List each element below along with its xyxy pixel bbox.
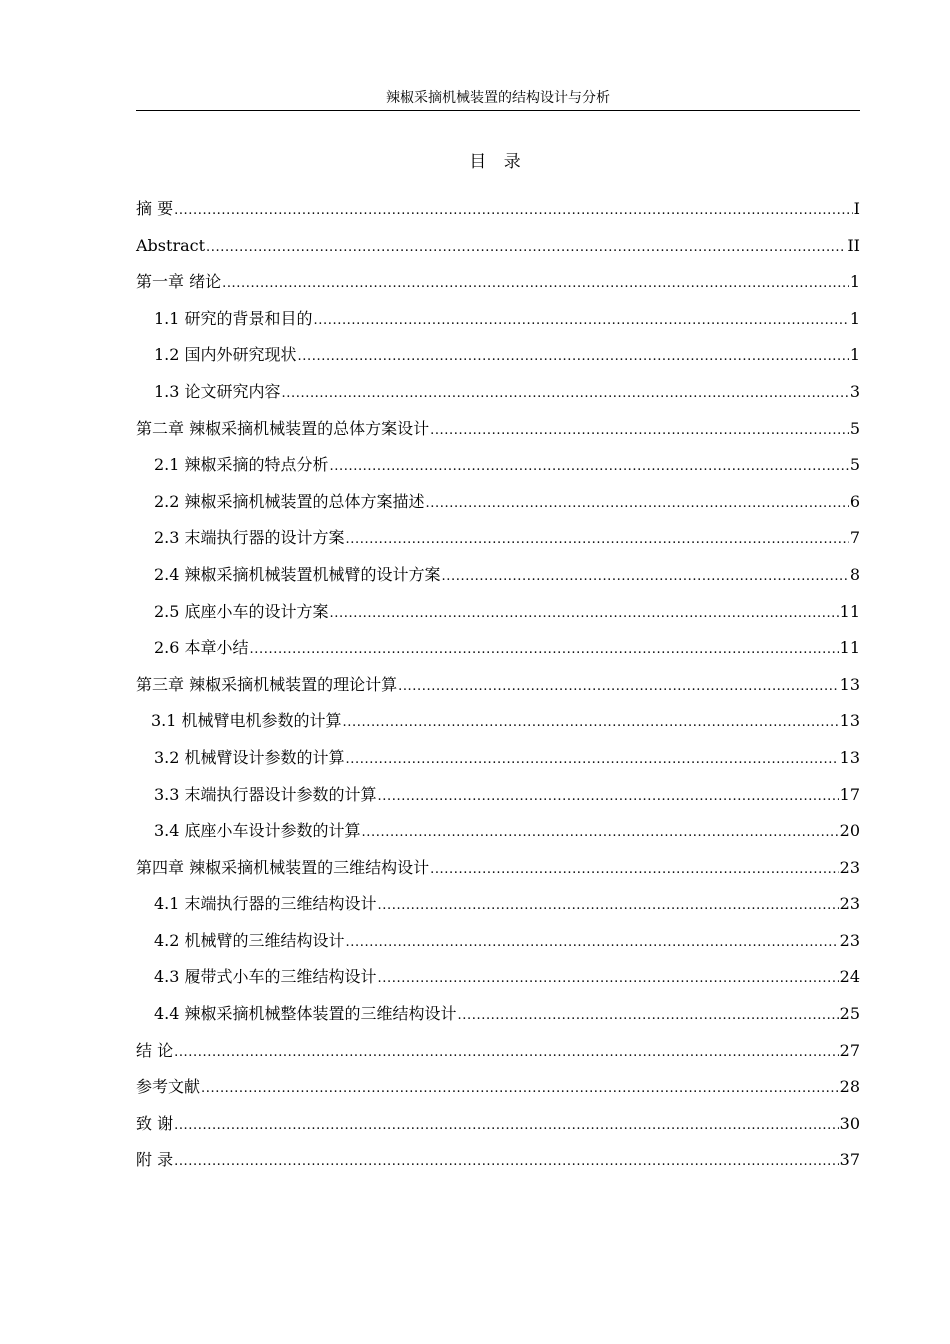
toc-entry[interactable] — [136, 630, 860, 667]
toc-entry[interactable] — [136, 1106, 860, 1143]
toc-entry-page-number: II — [847, 235, 860, 255]
toc-entry-label: 4.2 机械臂的三维结构设计 — [154, 930, 345, 950]
toc-dot-leader — [201, 1069, 839, 1108]
toc-dot-leader — [282, 374, 849, 413]
toc-entry-page-number: 13 — [839, 674, 860, 694]
toc-entry[interactable] — [136, 777, 860, 814]
toc-entry-label: 4.1 末端执行器的三维结构设计 — [154, 894, 377, 914]
toc-dot-leader — [378, 959, 839, 998]
toc-entry[interactable] — [136, 337, 860, 374]
toc-entry-page-number: 6 — [849, 491, 860, 511]
toc-entry-label: 2.1 辣椒采摘的特点分析 — [154, 455, 329, 475]
toc-dot-leader — [174, 1142, 839, 1181]
toc-dot-leader — [346, 740, 839, 779]
toc-entry-label: 3.4 底座小车设计参数的计算 — [154, 821, 361, 841]
toc-entry[interactable] — [136, 191, 860, 228]
toc-dot-leader — [378, 886, 839, 925]
toc-entry-page-number: 11 — [839, 601, 860, 621]
toc-entry-label: 附 录 — [136, 1150, 174, 1170]
toc-entry-page-number: 27 — [839, 1040, 860, 1060]
toc-entry-page-number: 37 — [839, 1150, 860, 1170]
toc-entry-label: 2.3 末端执行器的设计方案 — [154, 528, 345, 548]
toc-entry-label: 2.4 辣椒采摘机械装置机械臂的设计方案 — [154, 564, 441, 584]
toc-entry-page-number: 7 — [849, 528, 860, 548]
toc-title: 目 录 — [469, 152, 527, 172]
toc-dot-leader — [430, 411, 849, 450]
toc-entry[interactable] — [136, 740, 860, 777]
toc-dot-leader — [298, 337, 849, 376]
toc-entry[interactable] — [136, 813, 860, 850]
toc-entry-label: 致 谢 — [136, 1113, 174, 1133]
toc-dot-leader — [346, 520, 849, 559]
toc-entry-label: 1.2 国内外研究现状 — [154, 345, 297, 365]
toc-entry[interactable] — [136, 228, 860, 265]
toc-dot-leader — [378, 777, 839, 816]
toc-entry-page-number: 1 — [849, 308, 860, 328]
toc-entry-page-number: 8 — [849, 564, 860, 584]
running-header: 辣椒采摘机械装置的结构设计与分析 — [386, 90, 610, 106]
toc-entry[interactable] — [136, 923, 860, 960]
toc-entry[interactable] — [136, 557, 860, 594]
toc-dot-leader — [398, 667, 839, 706]
toc-entry-page-number: 13 — [839, 747, 860, 767]
toc-entry-label: 3.3 末端执行器设计参数的计算 — [154, 784, 377, 804]
toc-entry-page-number: 3 — [849, 381, 860, 401]
toc-entry-label: 第四章 辣椒采摘机械装置的三维结构设计 — [136, 857, 430, 877]
toc-dot-leader — [314, 301, 849, 340]
toc-entry-page-number: 20 — [839, 821, 860, 841]
toc-entry[interactable] — [136, 594, 860, 631]
toc-entry-label: 第二章 辣椒采摘机械装置的总体方案设计 — [136, 418, 430, 438]
toc-entry[interactable] — [136, 1069, 860, 1106]
toc-entry-label: 第一章 绪论 — [136, 272, 222, 292]
toc-entry[interactable] — [136, 264, 860, 301]
toc-dot-leader — [330, 594, 839, 633]
toc-entry[interactable] — [136, 484, 860, 521]
toc-entry[interactable] — [136, 886, 860, 923]
toc-entry-page-number: 13 — [839, 711, 860, 731]
toc-entry-label: 1.3 论文研究内容 — [154, 381, 281, 401]
toc-entry[interactable] — [136, 1033, 860, 1070]
toc-entry-page-number: I — [853, 199, 860, 218]
toc-entry-page-number: 11 — [839, 638, 860, 658]
toc-entry-page-number: 23 — [839, 930, 860, 950]
toc-entry-page-number: 1 — [849, 345, 860, 365]
toc-entry-label: 4.3 履带式小车的三维结构设计 — [154, 967, 377, 987]
header-rule — [136, 110, 860, 111]
toc-entry[interactable] — [136, 374, 860, 411]
toc-entry-label: 4.4 辣椒采摘机械整体装置的三维结构设计 — [154, 1004, 457, 1024]
toc-entry-label: 2.6 本章小结 — [154, 638, 249, 658]
toc-entry-label: 摘 要 — [136, 199, 174, 218]
toc-dot-leader — [442, 557, 849, 596]
toc-entry[interactable] — [136, 703, 860, 740]
toc-dot-leader — [343, 703, 839, 742]
toc-entry-label: 3.2 机械臂设计参数的计算 — [154, 747, 345, 767]
toc-entry-label: 2.2 辣椒采摘机械装置的总体方案描述 — [154, 491, 425, 511]
toc-entry[interactable] — [136, 959, 860, 996]
toc-entry[interactable] — [136, 667, 860, 704]
toc-dot-leader — [174, 1106, 839, 1145]
toc-entry-label: 2.5 底座小车的设计方案 — [154, 601, 329, 621]
toc-entry-label: 第三章 辣椒采摘机械装置的理论计算 — [136, 674, 398, 694]
toc-dot-leader — [346, 923, 839, 962]
toc-entry[interactable] — [136, 996, 860, 1033]
toc-dot-leader — [430, 850, 839, 889]
toc-entry-page-number: 1 — [849, 272, 860, 292]
toc-dot-leader — [174, 191, 853, 230]
toc-entry-label: Abstract — [136, 235, 206, 255]
toc-entry-page-number: 23 — [839, 857, 860, 877]
toc-entry[interactable] — [136, 411, 860, 448]
toc-dot-leader — [174, 1033, 839, 1072]
toc-entry-label: 参考文献 — [136, 1077, 201, 1097]
toc-entry[interactable] — [136, 301, 860, 338]
toc-entry-page-number: 5 — [849, 418, 860, 438]
toc-dot-leader — [222, 264, 849, 303]
toc-entry-page-number: 25 — [839, 1004, 860, 1024]
toc-entry-label: 1.1 研究的背景和目的 — [154, 308, 313, 328]
toc-dot-leader — [362, 813, 839, 852]
toc-entry-label: 结 论 — [136, 1040, 174, 1060]
toc-dot-leader — [250, 630, 839, 669]
toc-entry-label: 3.1 机械臂电机参数的计算 — [151, 711, 342, 731]
toc-entry-page-number: 5 — [849, 455, 860, 475]
toc-entry-page-number: 17 — [839, 784, 860, 804]
table-of-contents — [136, 191, 860, 1179]
toc-entry[interactable] — [136, 447, 860, 484]
toc-entry[interactable] — [136, 850, 860, 887]
toc-entry-page-number: 23 — [839, 894, 860, 914]
toc-dot-leader — [458, 996, 839, 1035]
toc-dot-leader — [426, 484, 849, 523]
toc-entry[interactable] — [136, 520, 860, 557]
toc-entry[interactable] — [136, 1142, 860, 1179]
toc-dot-leader — [206, 228, 846, 267]
toc-entry-page-number: 28 — [839, 1077, 860, 1097]
toc-entry-page-number: 30 — [839, 1113, 860, 1133]
toc-entry-page-number: 24 — [839, 967, 860, 987]
toc-dot-leader — [330, 447, 849, 486]
